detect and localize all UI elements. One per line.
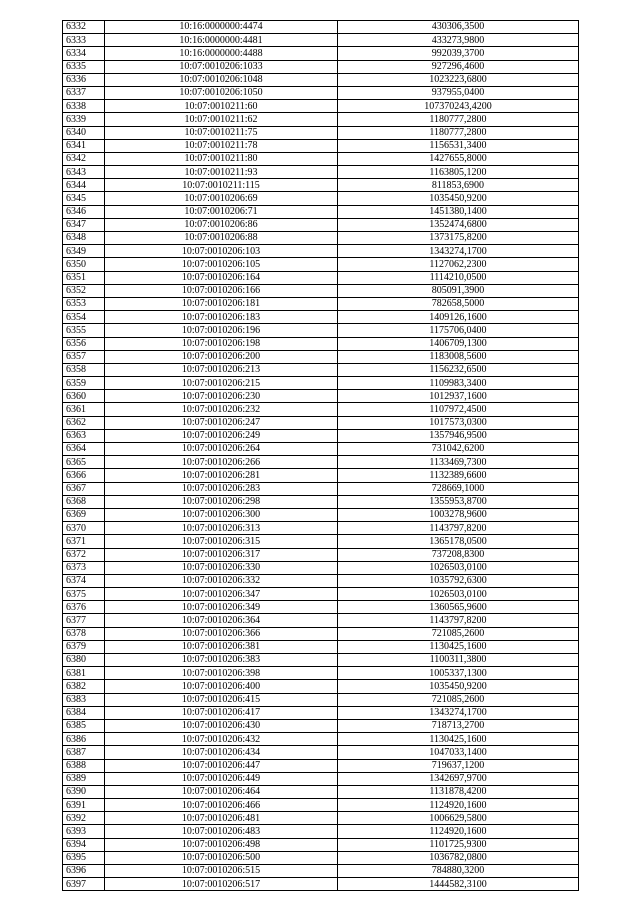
cadastral-number-cell: 10:07:0010206:381 <box>105 640 338 653</box>
cadastral-number-cell: 10:07:0010206:449 <box>105 772 338 785</box>
cadastral-number-cell: 10:07:0010206:71 <box>105 205 338 218</box>
cadastral-number-cell: 10:07:0010206:283 <box>105 482 338 495</box>
table-row <box>63 47 579 60</box>
cadastral-number-cell: 10:07:0010206:430 <box>105 719 338 732</box>
cadastral-number-cell: 10:07:0010206:86 <box>105 218 338 231</box>
table-row <box>63 166 579 179</box>
value-cell: 1109983,3400 <box>338 377 579 390</box>
value-cell: 1444582,3100 <box>338 878 579 891</box>
table-row <box>63 680 579 693</box>
row-number-cell: 6342 <box>63 152 105 165</box>
row-number-cell: 6382 <box>63 680 105 693</box>
cadastral-number-cell: 10:07:0010206:400 <box>105 680 338 693</box>
table-row <box>63 706 579 719</box>
table-row <box>63 588 579 601</box>
row-number-cell: 6393 <box>63 825 105 838</box>
table-row <box>63 126 579 139</box>
table-row <box>63 60 579 73</box>
row-number-cell: 6397 <box>63 878 105 891</box>
value-cell: 718713,2700 <box>338 719 579 732</box>
table-row <box>63 561 579 574</box>
table-row <box>63 469 579 482</box>
row-number-cell: 6392 <box>63 812 105 825</box>
row-number-cell: 6339 <box>63 113 105 126</box>
value-cell: 1180777,2800 <box>338 126 579 139</box>
cadastral-number-cell: 10:07:0010206:315 <box>105 535 338 548</box>
cadastral-number-cell: 10:07:0010206:432 <box>105 733 338 746</box>
table-row <box>63 522 579 535</box>
value-cell: 1156531,3400 <box>338 139 579 152</box>
value-cell: 1352474,6800 <box>338 218 579 231</box>
value-cell: 1156232,6500 <box>338 363 579 376</box>
value-cell: 782658,5000 <box>338 297 579 310</box>
cadastral-number-cell: 10:07:0010206:398 <box>105 667 338 680</box>
row-number-cell: 6351 <box>63 271 105 284</box>
value-cell: 1360565,9600 <box>338 601 579 614</box>
row-number-cell: 6350 <box>63 258 105 271</box>
value-cell: 1017573,0300 <box>338 416 579 429</box>
row-number-cell: 6368 <box>63 495 105 508</box>
value-cell: 1127062,2300 <box>338 258 579 271</box>
value-cell: 1012937,1600 <box>338 390 579 403</box>
table-row <box>63 34 579 47</box>
row-number-cell: 6348 <box>63 232 105 245</box>
cadastral-value-table <box>62 20 579 891</box>
value-cell: 992039,3700 <box>338 47 579 60</box>
row-number-cell: 6390 <box>63 785 105 798</box>
table-row <box>63 482 579 495</box>
row-number-cell: 6341 <box>63 139 105 152</box>
table-row <box>63 192 579 205</box>
row-number-cell: 6337 <box>63 86 105 99</box>
row-number-cell: 6395 <box>63 851 105 864</box>
cadastral-number-cell: 10:16:0000000:4488 <box>105 47 338 60</box>
value-cell: 1163805,1200 <box>338 166 579 179</box>
value-cell: 737208,8300 <box>338 548 579 561</box>
value-cell: 1023223,6800 <box>338 73 579 86</box>
row-number-cell: 6374 <box>63 574 105 587</box>
value-cell: 1343274,1700 <box>338 706 579 719</box>
value-cell: 1342697,9700 <box>338 772 579 785</box>
value-cell: 1124920,1600 <box>338 799 579 812</box>
cadastral-number-cell: 10:07:0010211:62 <box>105 113 338 126</box>
cadastral-number-cell: 10:07:0010206:481 <box>105 812 338 825</box>
cadastral-number-cell: 10:07:0010206:434 <box>105 746 338 759</box>
row-number-cell: 6386 <box>63 733 105 746</box>
value-cell: 721085,2600 <box>338 693 579 706</box>
row-number-cell: 6365 <box>63 456 105 469</box>
cadastral-number-cell: 10:07:0010206:196 <box>105 324 338 337</box>
value-cell: 107370243,4200 <box>338 100 579 113</box>
value-cell: 937955,0400 <box>338 86 579 99</box>
table-row <box>63 495 579 508</box>
row-number-cell: 6359 <box>63 377 105 390</box>
row-number-cell: 6384 <box>63 706 105 719</box>
row-number-cell: 6345 <box>63 192 105 205</box>
table-row <box>63 363 579 376</box>
row-number-cell: 6362 <box>63 416 105 429</box>
table-row <box>63 311 579 324</box>
value-cell: 1373175,8200 <box>338 232 579 245</box>
row-number-cell: 6389 <box>63 772 105 785</box>
row-number-cell: 6349 <box>63 245 105 258</box>
cadastral-number-cell: 10:07:0010206:183 <box>105 311 338 324</box>
table-row <box>63 799 579 812</box>
row-number-cell: 6372 <box>63 548 105 561</box>
cadastral-number-cell: 10:07:0010206:1050 <box>105 86 338 99</box>
table-row <box>63 113 579 126</box>
table-row <box>63 654 579 667</box>
table-row <box>63 574 579 587</box>
cadastral-number-cell: 10:07:0010206:264 <box>105 443 338 456</box>
row-number-cell: 6358 <box>63 363 105 376</box>
table-row <box>63 324 579 337</box>
row-number-cell: 6361 <box>63 403 105 416</box>
cadastral-number-cell: 10:07:0010206:466 <box>105 799 338 812</box>
table-row <box>63 179 579 192</box>
row-number-cell: 6388 <box>63 759 105 772</box>
table-row <box>63 878 579 891</box>
table-row <box>63 416 579 429</box>
cadastral-number-cell: 10:07:0010206:69 <box>105 192 338 205</box>
table-row <box>63 232 579 245</box>
value-cell: 1365178,0500 <box>338 535 579 548</box>
table-row <box>63 456 579 469</box>
table-row <box>63 73 579 86</box>
cadastral-number-cell: 10:07:0010206:166 <box>105 284 338 297</box>
row-number-cell: 6356 <box>63 337 105 350</box>
value-cell: 1006629,5800 <box>338 812 579 825</box>
cadastral-number-cell: 10:07:0010206:213 <box>105 363 338 376</box>
value-cell: 1047033,1400 <box>338 746 579 759</box>
value-cell: 805091,3900 <box>338 284 579 297</box>
table-row <box>63 719 579 732</box>
cadastral-number-cell: 10:07:0010206:300 <box>105 508 338 521</box>
row-number-cell: 6385 <box>63 719 105 732</box>
row-number-cell: 6376 <box>63 601 105 614</box>
value-cell: 728669,1000 <box>338 482 579 495</box>
value-cell: 1180777,2800 <box>338 113 579 126</box>
table-row <box>63 851 579 864</box>
row-number-cell: 6371 <box>63 535 105 548</box>
table-row <box>63 377 579 390</box>
value-cell: 1026503,0100 <box>338 588 579 601</box>
cadastral-number-cell: 10:07:0010206:313 <box>105 522 338 535</box>
table-row <box>63 443 579 456</box>
table-row <box>63 218 579 231</box>
row-number-cell: 6367 <box>63 482 105 495</box>
value-cell: 1143797,8200 <box>338 522 579 535</box>
row-number-cell: 6347 <box>63 218 105 231</box>
value-cell: 1107972,4500 <box>338 403 579 416</box>
table-row <box>63 640 579 653</box>
table-row <box>63 785 579 798</box>
row-number-cell: 6338 <box>63 100 105 113</box>
row-number-cell: 6364 <box>63 443 105 456</box>
table-row <box>63 627 579 640</box>
table-row <box>63 100 579 113</box>
cadastral-number-cell: 10:07:0010206:298 <box>105 495 338 508</box>
row-number-cell: 6357 <box>63 350 105 363</box>
cadastral-number-cell: 10:07:0010206:164 <box>105 271 338 284</box>
cadastral-number-cell: 10:07:0010206:103 <box>105 245 338 258</box>
table-row <box>63 759 579 772</box>
row-number-cell: 6344 <box>63 179 105 192</box>
row-number-cell: 6375 <box>63 588 105 601</box>
row-number-cell: 6333 <box>63 34 105 47</box>
table-row <box>63 350 579 363</box>
cadastral-number-cell: 10:07:0010206:447 <box>105 759 338 772</box>
table-row <box>63 245 579 258</box>
value-cell: 1035450,9200 <box>338 680 579 693</box>
row-number-cell: 6366 <box>63 469 105 482</box>
row-number-cell: 6334 <box>63 47 105 60</box>
cadastral-number-cell: 10:07:0010211:60 <box>105 100 338 113</box>
value-cell: 433273,9800 <box>338 34 579 47</box>
table-row <box>63 86 579 99</box>
row-number-cell: 6360 <box>63 390 105 403</box>
table-row <box>63 284 579 297</box>
row-number-cell: 6332 <box>63 21 105 34</box>
cadastral-number-cell: 10:07:0010206:515 <box>105 865 338 878</box>
row-number-cell: 6396 <box>63 865 105 878</box>
value-cell: 1357946,9500 <box>338 429 579 442</box>
value-cell: 1026503,0100 <box>338 561 579 574</box>
row-number-cell: 6352 <box>63 284 105 297</box>
value-cell: 1343274,1700 <box>338 245 579 258</box>
table-row <box>63 429 579 442</box>
cadastral-number-cell: 10:07:0010206:415 <box>105 693 338 706</box>
cadastral-number-cell: 10:07:0010206:417 <box>105 706 338 719</box>
value-cell: 1131878,4200 <box>338 785 579 798</box>
row-number-cell: 6353 <box>63 297 105 310</box>
row-number-cell: 6373 <box>63 561 105 574</box>
table-row <box>63 205 579 218</box>
row-number-cell: 6394 <box>63 838 105 851</box>
table-row <box>63 667 579 680</box>
table-row <box>63 258 579 271</box>
value-cell: 1427655,8000 <box>338 152 579 165</box>
cadastral-number-cell: 10:07:0010206:281 <box>105 469 338 482</box>
row-number-cell: 6391 <box>63 799 105 812</box>
value-cell: 811853,6900 <box>338 179 579 192</box>
row-number-cell: 6370 <box>63 522 105 535</box>
row-number-cell: 6346 <box>63 205 105 218</box>
cadastral-number-cell: 10:07:0010206:181 <box>105 297 338 310</box>
table-row <box>63 21 579 34</box>
table-row <box>63 601 579 614</box>
table-row <box>63 337 579 350</box>
value-cell: 1124920,1600 <box>338 825 579 838</box>
value-cell: 1130425,1600 <box>338 733 579 746</box>
row-number-cell: 6343 <box>63 166 105 179</box>
table-row <box>63 390 579 403</box>
row-number-cell: 6336 <box>63 73 105 86</box>
value-cell: 1035792,6300 <box>338 574 579 587</box>
value-cell: 721085,2600 <box>338 627 579 640</box>
table-row <box>63 548 579 561</box>
table-row <box>63 812 579 825</box>
value-cell: 784880,3200 <box>338 865 579 878</box>
row-number-cell: 6381 <box>63 667 105 680</box>
cadastral-number-cell: 10:16:0000000:4481 <box>105 34 338 47</box>
row-number-cell: 6340 <box>63 126 105 139</box>
value-cell: 1003278,9600 <box>338 508 579 521</box>
cadastral-number-cell: 10:07:0010206:249 <box>105 429 338 442</box>
cadastral-number-cell: 10:07:0010206:498 <box>105 838 338 851</box>
cadastral-number-cell: 10:07:0010206:200 <box>105 350 338 363</box>
table-row <box>63 614 579 627</box>
value-cell: 1451380,1400 <box>338 205 579 218</box>
cadastral-number-cell: 10:07:0010206:383 <box>105 654 338 667</box>
cadastral-number-cell: 10:07:0010206:330 <box>105 561 338 574</box>
table-row <box>63 693 579 706</box>
value-cell: 1114210,0500 <box>338 271 579 284</box>
cadastral-number-cell: 10:07:0010211:115 <box>105 179 338 192</box>
cadastral-number-cell: 10:07:0010206:105 <box>105 258 338 271</box>
cadastral-number-cell: 10:07:0010206:366 <box>105 627 338 640</box>
table-row <box>63 865 579 878</box>
table-row <box>63 746 579 759</box>
value-cell: 731042,6200 <box>338 443 579 456</box>
cadastral-number-cell: 10:07:0010211:78 <box>105 139 338 152</box>
cadastral-number-cell: 10:07:0010211:75 <box>105 126 338 139</box>
value-cell: 1143797,8200 <box>338 614 579 627</box>
cadastral-number-cell: 10:07:0010206:1048 <box>105 73 338 86</box>
cadastral-number-cell: 10:07:0010206:364 <box>105 614 338 627</box>
row-number-cell: 6355 <box>63 324 105 337</box>
cadastral-number-cell: 10:07:0010206:500 <box>105 851 338 864</box>
value-cell: 430306,3500 <box>338 21 579 34</box>
table-row <box>63 825 579 838</box>
cadastral-number-cell: 10:07:0010211:80 <box>105 152 338 165</box>
value-cell: 1355953,8700 <box>338 495 579 508</box>
value-cell: 1406709,1300 <box>338 337 579 350</box>
row-number-cell: 6379 <box>63 640 105 653</box>
cadastral-number-cell: 10:07:0010206:215 <box>105 377 338 390</box>
value-cell: 1130425,1600 <box>338 640 579 653</box>
table-row <box>63 403 579 416</box>
cadastral-number-cell: 10:07:0010206:88 <box>105 232 338 245</box>
cadastral-number-cell: 10:07:0010211:93 <box>105 166 338 179</box>
value-cell: 1409126,1600 <box>338 311 579 324</box>
row-number-cell: 6369 <box>63 508 105 521</box>
table-row <box>63 297 579 310</box>
table-row <box>63 508 579 521</box>
value-cell: 1132389,6600 <box>338 469 579 482</box>
row-number-cell: 6354 <box>63 311 105 324</box>
cadastral-number-cell: 10:07:0010206:230 <box>105 390 338 403</box>
cadastral-number-cell: 10:07:0010206:349 <box>105 601 338 614</box>
table-row <box>63 838 579 851</box>
value-cell: 1133469,7300 <box>338 456 579 469</box>
row-number-cell: 6387 <box>63 746 105 759</box>
cadastral-number-cell: 10:07:0010206:347 <box>105 588 338 601</box>
cadastral-number-cell: 10:16:0000000:4474 <box>105 21 338 34</box>
value-cell: 927296,4600 <box>338 60 579 73</box>
table-row <box>63 772 579 785</box>
cadastral-number-cell: 10:07:0010206:266 <box>105 456 338 469</box>
value-cell: 1100311,3800 <box>338 654 579 667</box>
value-cell: 1101725,9300 <box>338 838 579 851</box>
cadastral-number-cell: 10:07:0010206:464 <box>105 785 338 798</box>
table-body <box>63 21 579 891</box>
cadastral-number-cell: 10:07:0010206:517 <box>105 878 338 891</box>
row-number-cell: 6335 <box>63 60 105 73</box>
row-number-cell: 6378 <box>63 627 105 640</box>
table-row <box>63 139 579 152</box>
table-row <box>63 152 579 165</box>
value-cell: 1005337,1300 <box>338 667 579 680</box>
value-cell: 719637,1200 <box>338 759 579 772</box>
value-cell: 1183008,5600 <box>338 350 579 363</box>
table-row <box>63 535 579 548</box>
cadastral-number-cell: 10:07:0010206:332 <box>105 574 338 587</box>
table-row <box>63 733 579 746</box>
cadastral-number-cell: 10:07:0010206:1033 <box>105 60 338 73</box>
value-cell: 1036782,0800 <box>338 851 579 864</box>
row-number-cell: 6383 <box>63 693 105 706</box>
row-number-cell: 6380 <box>63 654 105 667</box>
row-number-cell: 6377 <box>63 614 105 627</box>
table-row <box>63 271 579 284</box>
cadastral-number-cell: 10:07:0010206:198 <box>105 337 338 350</box>
value-cell: 1175706,0400 <box>338 324 579 337</box>
row-number-cell: 6363 <box>63 429 105 442</box>
cadastral-number-cell: 10:07:0010206:317 <box>105 548 338 561</box>
cadastral-number-cell: 10:07:0010206:247 <box>105 416 338 429</box>
cadastral-number-cell: 10:07:0010206:232 <box>105 403 338 416</box>
value-cell: 1035450,9200 <box>338 192 579 205</box>
cadastral-number-cell: 10:07:0010206:483 <box>105 825 338 838</box>
